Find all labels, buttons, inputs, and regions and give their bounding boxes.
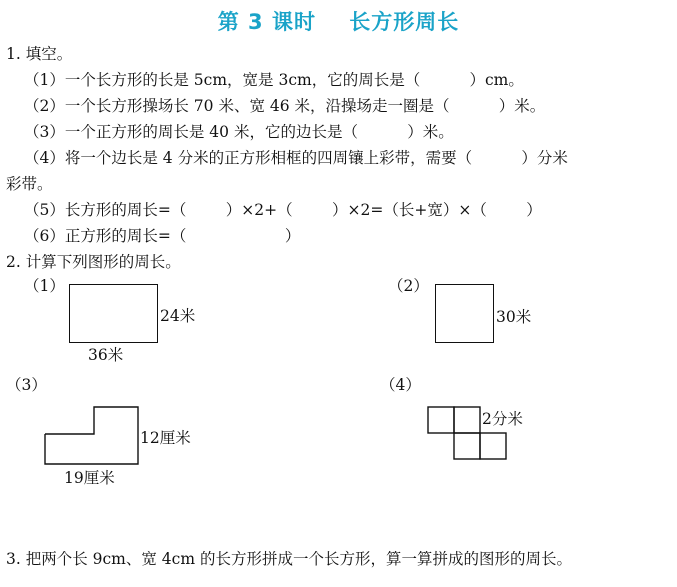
q1-item-1: （1）一个长方形的长是 5cm，宽是 3cm，它的周长是（ ）cm。 xyxy=(24,71,524,89)
figure-1-length-label: 36米 xyxy=(88,346,124,364)
figure-4-number: （4） xyxy=(380,376,421,394)
figure-3-length-label: 19厘米 xyxy=(64,469,115,487)
figure-4-side-label: 2分米 xyxy=(482,410,523,428)
figure-2-side-label: 30米 xyxy=(496,308,532,326)
q1-item-4: （4）将一个边长是 4 分米的正方形相框的四周镶上彩带，需要（ ）分米 xyxy=(24,149,568,167)
q1-item-2: （2）一个长方形操场长 70 米、宽 46 米，沿操场走一圈是（ ）米。 xyxy=(24,97,546,115)
figure-1-number: （1） xyxy=(24,277,65,295)
figure-3-height-label: 12厘米 xyxy=(140,429,191,447)
q2-heading: 2. 计算下列图形的周长。 xyxy=(6,253,181,271)
figure-1-width-label: 24米 xyxy=(160,307,196,325)
q1-item-6: （6）正方形的周长=（ ） xyxy=(24,227,301,245)
figure-1-rectangle xyxy=(69,284,158,343)
figure-2-square xyxy=(435,284,494,343)
figure-3-l-shape xyxy=(40,400,144,470)
q1-item-4-cont: 彩带。 xyxy=(6,175,53,193)
q1-heading: 1. 填空。 xyxy=(6,45,73,63)
q1-item-5: （5）长方形的周长=（ ）×2+（ ）×2=（长+宽）×（ ） xyxy=(24,201,542,219)
figure-3-number: （3） xyxy=(6,376,47,394)
page-title: 第 3 课时 长方形周长 xyxy=(217,10,460,34)
figure-2-number: （2） xyxy=(388,277,429,295)
q1-item-3: （3）一个正方形的周长是 40 米，它的边长是（ ）米。 xyxy=(24,123,454,141)
q3-text: 3. 把两个长 9cm、宽 4cm 的长方形拼成一个长方形，算一算拼成的图形的周长。 xyxy=(6,550,572,568)
